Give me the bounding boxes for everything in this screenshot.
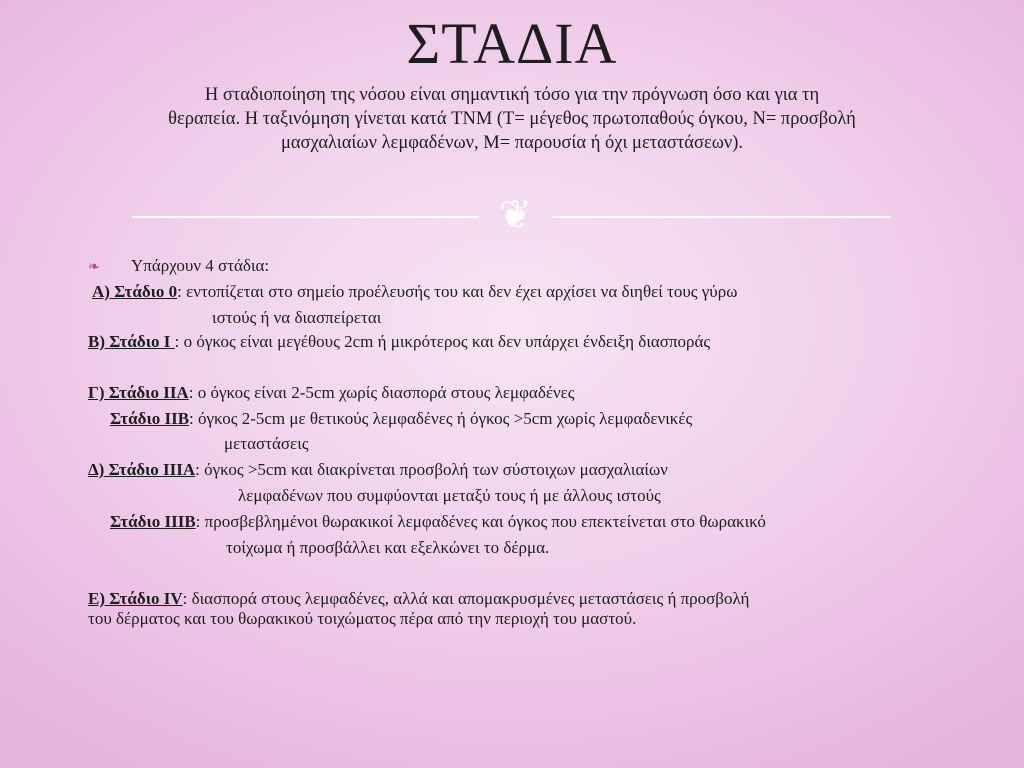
slide-subtitle: [82, 83, 942, 155]
stage-b-line: [88, 330, 710, 354]
stage-a-line: [92, 280, 737, 304]
stage-c2-label: Στάδιο ΙΙΒ: [110, 409, 190, 428]
stage-d1-continuation: λεμφαδένων που συμφύονται μεταξύ τους ή με άλλους ιστούς: [238, 486, 661, 505]
stage-c2-continuation: μεταστάσεις: [224, 434, 309, 453]
subtitle-line: μασχαλιαίων λεμφαδένων, M= παρουσία ή όχι μεταστάσεων).: [280, 133, 744, 153]
stage-c2-text: : όγκος 2-5cm με θετικούς λεμφαδένες ή όγκος >5cm χωρίς λεμφαδενικές: [189, 409, 693, 428]
bullet-flourish-icon: ❧: [88, 259, 100, 275]
stage-e-label: Ε) Στάδιο IV: [88, 589, 183, 608]
slide-title: ΣΤΑΔΙΑ: [406, 11, 618, 76]
stage-d1-text: : όγκος >5cm και διακρίνεται προσβολή των σύστοιχων μασχαλιαίων: [195, 460, 668, 479]
stage-c1-label: Γ) Στάδιο ΙΙΑ: [88, 383, 189, 402]
stage-c1-line: [88, 381, 575, 405]
stage-a-continuation: ιστούς ή να διασπείρεται: [212, 308, 382, 327]
stage-d2-label: Στάδιο ΙΙΙΒ: [110, 512, 196, 531]
stage-d2-text: : προσβεβλημένοι θωρακικοί λεμφαδένες και όγκος που επεκτείνεται στο θωρακικό: [195, 512, 766, 531]
stage-d1-label: Δ) Στάδιο ΙΙΙΑ: [88, 460, 196, 479]
stage-a-text: : εντοπίζεται στο σημείο προέλευσής του και δεν έχει αρχίσει να διηθεί τους γύρω: [177, 282, 738, 301]
divider-line-right: [552, 216, 891, 218]
stage-d1-line: [88, 458, 668, 482]
stage-c2-line: [110, 407, 692, 431]
stage-e-text: : διασπορά στους λεμφαδένες, αλλά και απομακρυσμένες μεταστάσεις ή προσβολή: [182, 589, 750, 608]
stage-b-label: Β) Στάδιο Ι: [88, 332, 175, 351]
stage-d2-line: [110, 510, 766, 534]
divider-line-left: [132, 216, 479, 218]
stage-c1-text: : ο όγκος είναι 2-5cm χωρίς διασπορά στους λεμφαδένες: [188, 383, 575, 402]
stage-d2-continuation: τοίχωμα ή προσβάλλει και εξελκώνει το δέρμα.: [226, 538, 550, 557]
stages-intro: Υπάρχουν 4 στάδια:: [131, 256, 270, 275]
stage-e-continuation: του δέρματος και του θωρακικού τοιχώματος πέρα από την περιοχή του μαστού.: [88, 609, 637, 628]
decorative-flourish-icon: ❦: [498, 192, 533, 238]
subtitle-line: Η σταδιοποίηση της νόσου είναι σημαντική τόσο για την πρόγνωση όσο και για τη: [204, 85, 820, 105]
stage-a-label: Α) Στάδιο 0: [92, 282, 178, 301]
subtitle-line: θεραπεία. Η ταξινόμηση γίνεται κατά TNM (T= μέγεθος πρωτοπαθούς όγκου, N= προσβολή: [168, 109, 856, 129]
stage-b-text: : ο όγκος είναι μεγέθους 2cm ή μικρότερος και δεν υπάρχει ένδειξη διασποράς: [174, 332, 711, 351]
